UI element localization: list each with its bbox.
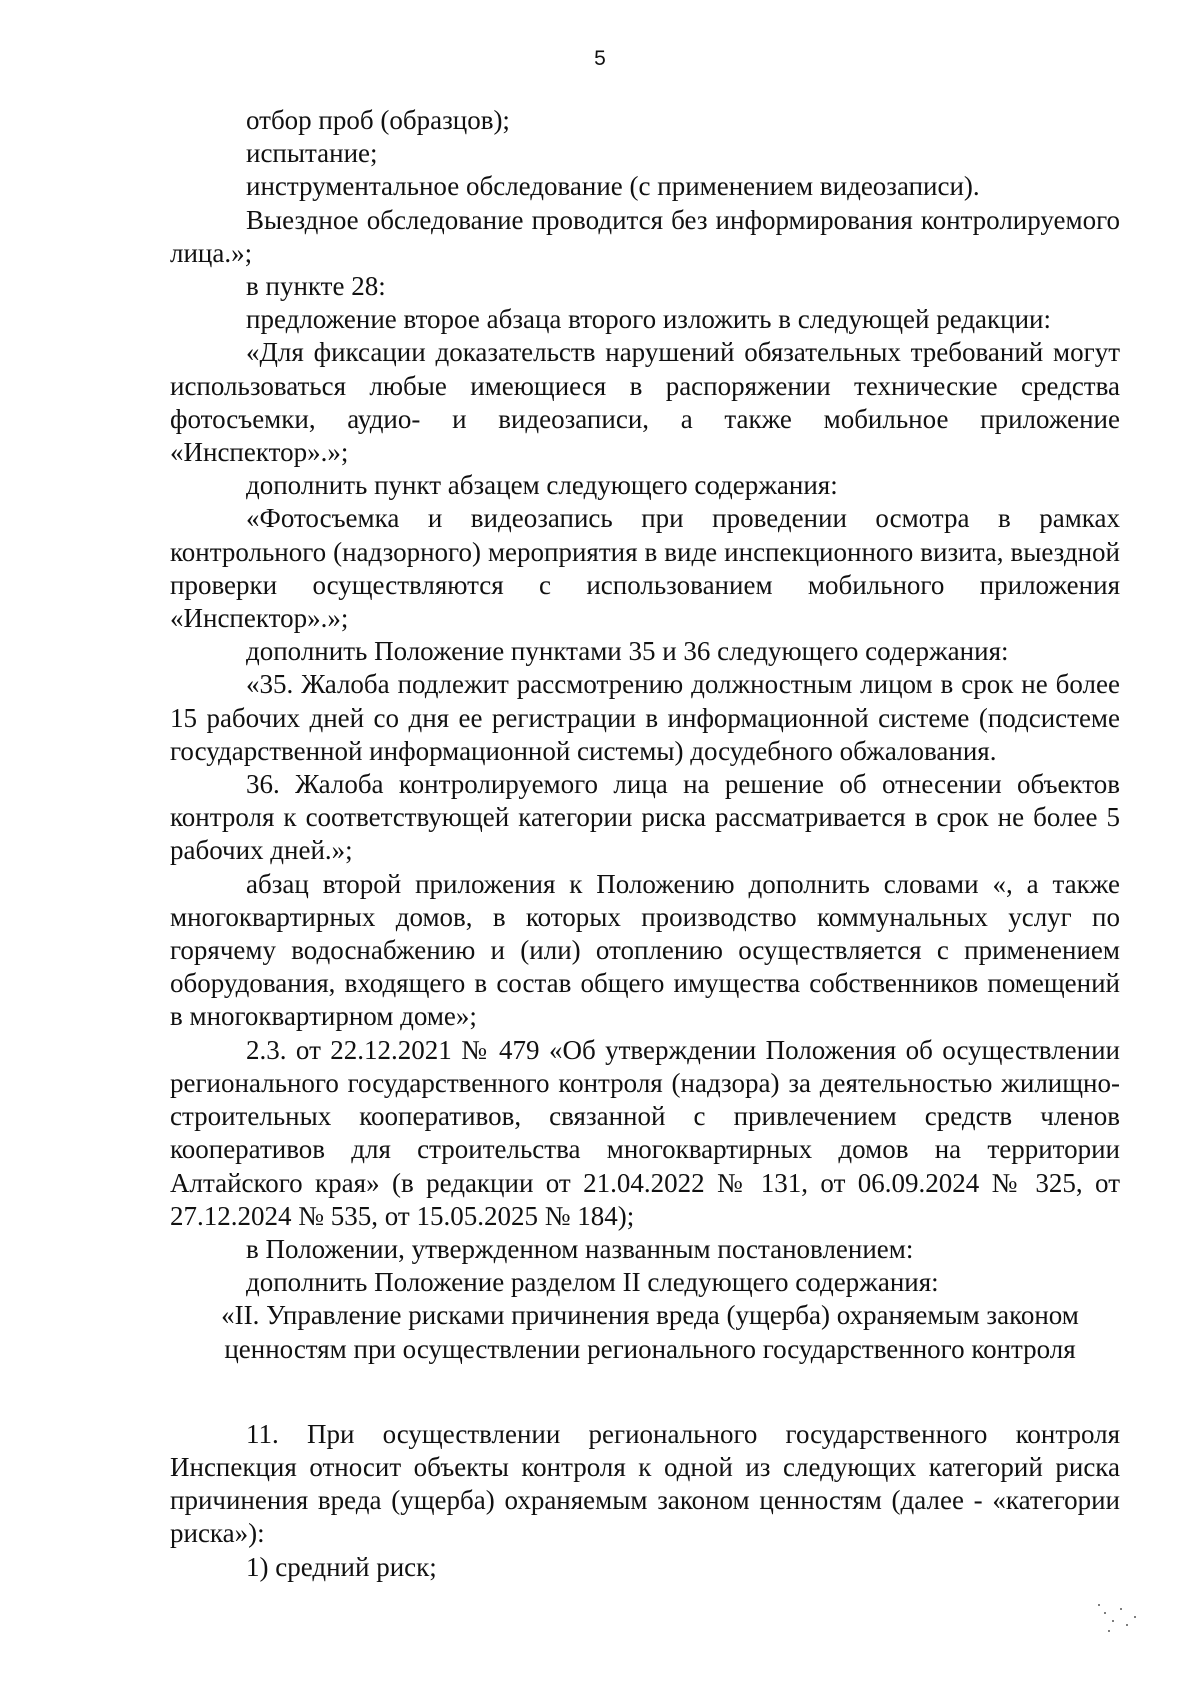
paragraph: в пункте 28: xyxy=(246,271,386,302)
scan-specks xyxy=(1090,1600,1160,1660)
section-heading xyxy=(170,1299,1120,1365)
paragraph: 2.3. от 22.12.2021 № 479 «Об утверждении Положения об осуществлении регионального государственного контроля (надзора) за деятельностью жилищно-строительных кооперативов, связанной с привлечением средств членов кооперативов для строительства многоквартирных домов на территории Алтайского края» (в редакции от 21.04.2022 № 131, от 06.09.2024 № 325, от 27.12.2024 № 535, от 15.05.2025 № 184); xyxy=(170,1034,1120,1231)
paragraph: предложение второе абзаца второго изложить в следующей редакции: xyxy=(246,304,1052,335)
paragraph: 11. При осуществлении регионального государственного контроля Инспекция относит объекты контроля к одной из следующих категорий риска причинения вреда (ущерба) охраняемым законом ценностям (далее - «категории риска»): xyxy=(170,1418,1120,1549)
paragraph: Выездное обследование проводится без информирования контролируемого лица.»; xyxy=(170,204,1120,268)
paragraph: испытание; xyxy=(246,138,378,169)
paragraph: дополнить Положение пунктами 35 и 36 следующего содержания: xyxy=(246,636,1009,667)
paragraph: 1) средний риск; xyxy=(246,1551,437,1582)
document-body xyxy=(170,104,1120,1584)
paragraph: в Положении, утвержденном названным постановлением: xyxy=(246,1233,914,1264)
spacer xyxy=(170,1366,1120,1418)
paragraph: 36. Жалоба контролируемого лица на решение об отнесении объектов контроля к соответствующей категории риска рассматривается в срок не более 5 рабочих дней.»; xyxy=(170,769,1120,866)
paragraph: «35. Жалоба подлежит рассмотрению должностным лицом в срок не более 15 рабочих дней со дня ее регистрации в информационной системе (подсистеме государственной информационной системы) досудебного обжалования. xyxy=(170,669,1120,766)
paragraph: отбор проб (образцов); xyxy=(246,105,510,135)
paragraph: инструментальное обследование (с применением видеозаписи). xyxy=(246,171,980,202)
paragraph: «Для фиксации доказательств нарушений обязательных требований могут использоваться любые имеющиеся в распоряжении технические средства фотосъемки, аудио- и видеозаписи, а также мобильное приложение «Инспектор».»; xyxy=(170,337,1120,468)
paragraph: абзац второй приложения к Положению дополнить словами «, а также многоквартирных домов, в которых производство коммунальных услуг по горячему водоснабжению и (или) отоплению осуществляется с применением оборудования, входящего в состав общего имущества собственников помещений в многоквартирном доме»; xyxy=(170,868,1120,1032)
section-heading-line: ценностям при осуществлении регионального государственного контроля xyxy=(224,1333,1076,1364)
paragraph: дополнить Положение разделом II следующего содержания: xyxy=(246,1267,939,1298)
section-heading-line: «II. Управление рисками причинения вреда (ущерба) охраняемым законом xyxy=(221,1300,1079,1331)
paragraph: дополнить пункт абзацем следующего содержания: xyxy=(246,470,838,501)
paragraph: «Фотосъемка и видеозапись при проведении осмотра в рамках контрольного (надзорного) мероприятия в виде инспекционного визита, выездной проверки осуществляются с использованием мобильного приложения «Инспектор».»; xyxy=(170,503,1120,634)
page-number: 5 xyxy=(594,47,606,70)
